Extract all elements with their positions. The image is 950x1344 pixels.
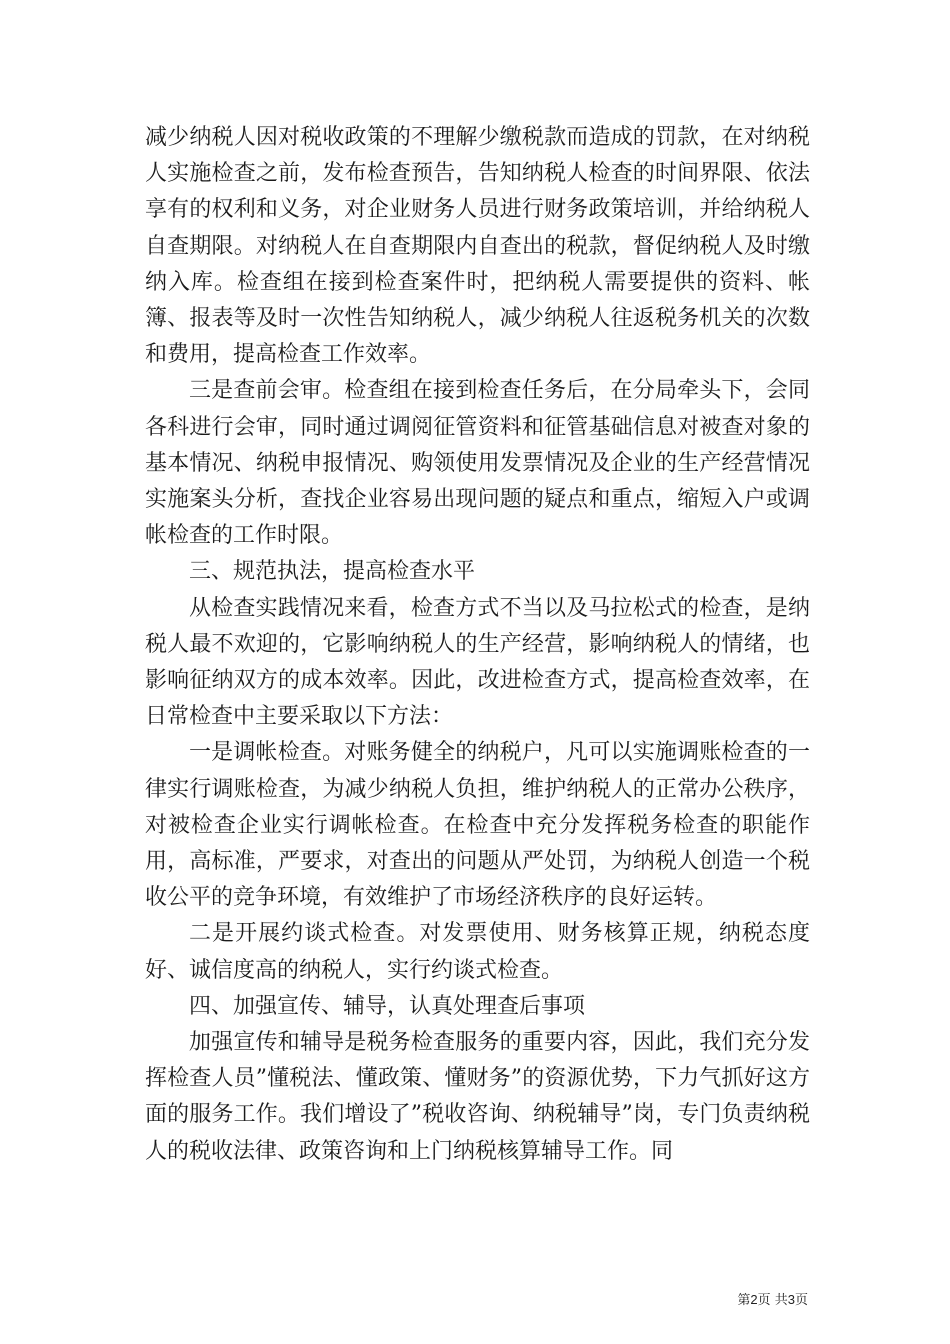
page-footer [737, 1291, 808, 1310]
body-text [145, 120, 810, 1170]
paragraph-pre-audit-review: 三是查前会审。检查组在接到检查任务后，在分局牵头下，会同各科进行会审，同时通过调阅征管资料和征管基础信息对被查对象的基本情况、纳税申报情况、购领使用发票情况及企业的生产经营情况实施案头分析，查找企业容易出现问题的疑点和重点，缩短入户或调帐检查的工作时限。 [145, 378, 810, 549]
paragraph-inspection-practice: 从检查实践情况来看，检查方式不当以及马拉松式的检查，是纳税人最不欢迎的，它影响纳税人的生产经营，影响纳税人的情绪，也影响征纳双方的成本效率。因此，改进检查方式，提高检查效率，在日常检查中主要采取以下方法： [145, 595, 810, 730]
section-heading-three: 三、规范执法，提高检查水平 [189, 559, 476, 585]
footer-suffix: 页 [794, 1293, 808, 1308]
paragraph-account-transfer-inspection: 一是调帐检查。对账务健全的纳税户，凡可以实施调账检查的一律实行调账检查，为减少纳税人负担，维护纳税人的正常办公秩序，对被检查企业实行调帐检查。在检查中充分发挥税务检查的职能作用，高标准，严要求，对查出的问题从严处罚，为纳税人创造一个税收公平的竞争环境，有效维护了市场经济秩序的良好运转。 [145, 740, 810, 911]
section-heading-four: 四、加强宣传、辅导，认真处理查后事项 [189, 993, 586, 1019]
paragraph-continuation: 减少纳税人因对税收政策的不理解少缴税款而造成的罚款，在对纳税人实施检查之前，发布检查预告，告知纳税人检查的时间界限、依法享有的权利和义务，对企业财务人员进行财务政策培训，并给纳税人自查期限。对纳税人在自查期限内自查出的税款，督促纳税人及时缴纳入库。检查组在接到检查案件时，把纳税人需要提供的资料、帐簿、报表等及时一次性告知纳税人，减少纳税人往返税务机关的次数和费用，提高检查工作效率。 [145, 125, 810, 368]
footer-middle: 页 共 [757, 1293, 788, 1308]
footer-total-pages: 3 [787, 1292, 795, 1307]
paragraph-interview-inspection: 二是开展约谈式检查。对发票使用、财务核算正规，纳税态度好、诚信度高的纳税人，实行约谈式检查。 [145, 921, 810, 983]
footer-prefix: 第 [737, 1293, 751, 1308]
footer-current-page: 2 [750, 1292, 758, 1307]
paragraph-publicity-guidance: 加强宣传和辅导是税务检查服务的重要内容，因此，我们充分发挥检查人员”懂税法、懂政策、懂财务”的资源优势，下力气抓好这方面的服务工作。我们增设了”税收咨询、纳税辅导”岗，专门负责纳税人的税收法律、政策咨询和上门纳税核算辅导工作。同 [145, 1030, 810, 1164]
